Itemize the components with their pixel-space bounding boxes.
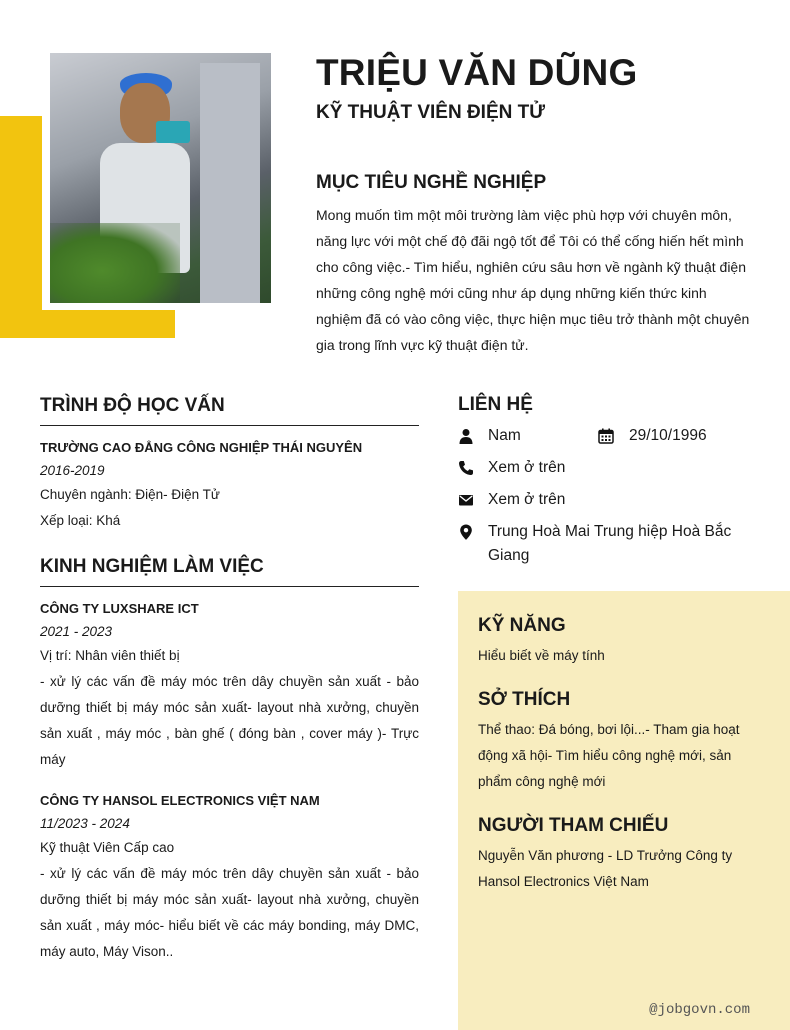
email-icon — [458, 488, 488, 512]
gender-value: Nam — [488, 427, 521, 444]
company-name: CÔNG TY HANSOL ELECTRONICS VIỆT NAM — [40, 793, 320, 808]
school-name: TRƯỜNG CAO ĐẲNG CÔNG NGHIỆP THÁI NGUYÊN — [40, 440, 363, 455]
contact-birthday — [598, 424, 707, 448]
calendar-icon — [598, 424, 629, 448]
job-position: Vị trí: Nhân viên thiết bị — [40, 648, 180, 663]
job-period: 2021 - 2023 — [40, 624, 113, 639]
education-entry — [40, 438, 419, 534]
education-major: Chuyên ngành: Điện- Điện Tử — [40, 487, 220, 502]
address-value: Trung Hoà Mai Trung hiệp Hoà Bắc Giang — [488, 523, 732, 564]
job-position: Kỹ thuật Viên Cấp cao — [40, 840, 175, 855]
references-text: Nguyễn Văn phương - LD Trưởng Công ty Hansol Electronics Việt Nam — [478, 848, 733, 889]
education-rank: Xếp loại: Khá — [40, 513, 121, 528]
company-name: CÔNG TY LUXSHARE ICT — [40, 601, 199, 616]
job-entry — [40, 791, 419, 965]
job-entry — [40, 599, 419, 773]
profile-photo — [50, 53, 271, 303]
job-description: - xử lý các vấn đề máy móc trên dây chuyền sản xuất - bảo dưỡng thiết bị máy móc sản xuất- layout nhà xưởng, chuyền sản xuất , máy móc , bàn ghế ( đóng bàn , cover máy )- Trực máy — [40, 674, 419, 767]
skills-text: Hiểu biết về máy tính — [478, 648, 605, 663]
experience-heading: KINH NGHIỆM LÀM VIỆC — [40, 556, 419, 587]
job-title: KỸ THUẬT VIÊN ĐIỆN TỬ — [316, 102, 545, 123]
contact-phone — [458, 456, 565, 480]
email-value: Xem ở trên — [488, 491, 566, 508]
education-heading: TRÌNH ĐỘ HỌC VẤN — [40, 395, 419, 426]
phone-icon — [458, 456, 488, 480]
candidate-name: TRIỆU VĂN DŨNG — [316, 52, 638, 93]
accent-bar-horizontal — [0, 310, 175, 338]
references-heading: NGƯỜI THAM CHIẾU — [478, 815, 669, 836]
objective-heading: MỤC TIÊU NGHỀ NGHIỆP — [316, 172, 547, 193]
job-period: 11/2023 - 2024 — [40, 816, 130, 831]
accent-bar-vertical — [0, 116, 42, 338]
location-pin-icon — [458, 520, 488, 544]
phone-value: Xem ở trên — [488, 459, 566, 476]
hobbies-text: Thể thao: Đá bóng, bơi lội...- Tham gia hoạt động xã hội- Tìm hiểu công nghệ mới, sản phẩm công nghệ mới — [478, 722, 740, 789]
left-column — [40, 395, 419, 965]
objective-text: Mong muốn tìm một môi trường làm việc phù hợp với chuyên môn, năng lực với một chế độ đãi ngộ tốt để Tôi có thể cống hiến hết mình cho công việc.- Tìm hiểu, nghiên cứu sâu hơn về ngành kỹ thuật điện những công nghệ mới cũng như áp dụng những kiến thức kinh nghiệm đã có vào công việc, thực hiện mục tiêu trở thành một chuyên gia trong lĩnh vực kỹ thuật điện tử. — [316, 207, 750, 353]
contact-heading: LIÊN HỆ — [458, 394, 533, 415]
birthday-value: 29/10/1996 — [629, 427, 707, 444]
job-description: - xử lý các vấn đề máy móc trên dây chuyền sản xuất - bảo dưỡng thiết bị máy móc sản xuất- layout nhà xưởng, chuyền sản xuất , máy móc- hiểu biết về các máy bonding, máy DMC, máy auto, Máy Vison.. — [40, 866, 419, 959]
person-icon — [458, 424, 488, 448]
contact-email — [458, 488, 565, 512]
contact-gender — [458, 424, 521, 448]
watermark: @jobgovn.com — [649, 1002, 750, 1018]
education-period: 2016-2019 — [40, 463, 105, 478]
contact-address — [458, 520, 758, 568]
skills-heading: KỸ NĂNG — [478, 615, 566, 636]
hobbies-heading: SỞ THÍCH — [478, 689, 571, 710]
side-panel — [458, 591, 790, 1030]
